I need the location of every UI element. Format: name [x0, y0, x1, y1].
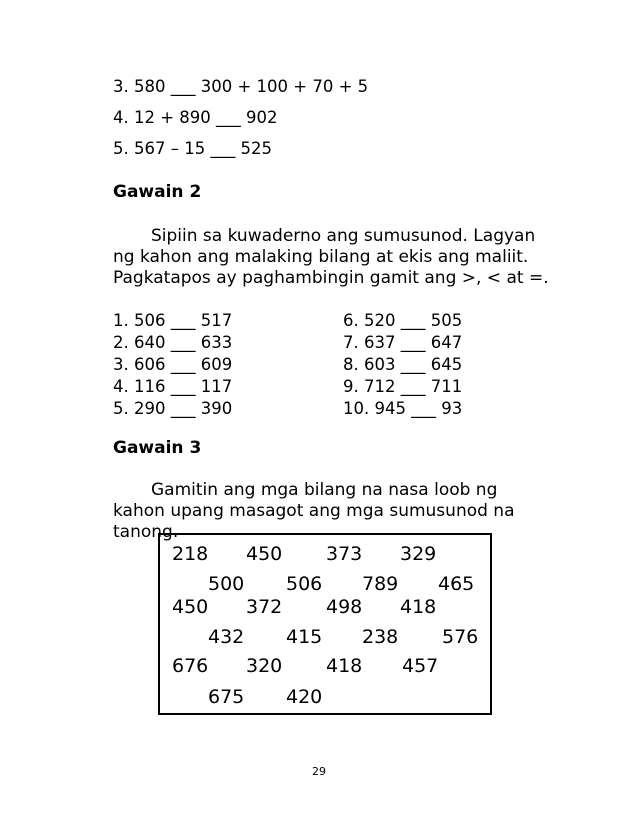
box-number: 675: [208, 686, 245, 708]
gawain-2-item-8: 8. 603 ___ 645: [343, 355, 463, 374]
gawain-2-item-1: 1. 506 ___ 517: [113, 311, 233, 330]
top-item-4: 4. 12 + 890 ___ 902: [113, 108, 278, 127]
box-number: 418: [326, 655, 363, 677]
box-number: 418: [400, 596, 437, 618]
box-number: 498: [326, 596, 363, 618]
box-number: 373: [326, 543, 363, 565]
gawain-2-title: Gawain 2: [113, 182, 202, 202]
gawain-2-item-5: 5. 290 ___ 390: [113, 399, 233, 418]
page-number: 29: [312, 765, 326, 778]
gawain-2-instruction-text: Sipiin sa kuwaderno ang sumusunod. Lagyan ng kahon ang malaking bilang at ekis ang maliit. Pagkatapos ay paghambingin gamit ang >, < at =.: [113, 226, 549, 288]
box-number: 238: [362, 626, 399, 648]
box-number: 500: [208, 573, 245, 595]
box-number: 218: [172, 543, 209, 565]
gawain-2-item-10: 10. 945 ___ 93: [343, 399, 463, 418]
box-number: 576: [442, 626, 479, 648]
box-number: 789: [362, 573, 399, 595]
box-number: 415: [286, 626, 323, 648]
gawain-2-item-6: 6. 520 ___ 505: [343, 311, 463, 330]
number-box: [158, 533, 492, 715]
gawain-2-instruction: [113, 226, 553, 289]
gawain-3-instruction-text: Gamitin ang mga bilang na nasa loob ng kahon upang masagot ang mga sumusunod na tanong.: [113, 480, 515, 542]
gawain-2-item-3: 3. 606 ___ 609: [113, 355, 233, 374]
gawain-2-item-7: 7. 637 ___ 647: [343, 333, 463, 352]
gawain-2-item-4: 4. 116 ___ 117: [113, 377, 233, 396]
top-item-3: 3. 580 ___ 300 + 100 + 70 + 5: [113, 77, 369, 96]
box-number: 329: [400, 543, 437, 565]
box-number: 450: [246, 543, 283, 565]
box-number: 320: [246, 655, 283, 677]
box-number: 450: [172, 596, 209, 618]
box-number: 372: [246, 596, 283, 618]
box-number: 432: [208, 626, 245, 648]
gawain-2-item-2: 2. 640 ___ 633: [113, 333, 233, 352]
gawain-2-item-9: 9. 712 ___ 711: [343, 377, 463, 396]
top-item-5: 5. 567 – 15 ___ 525: [113, 139, 272, 158]
gawain-3-title: Gawain 3: [113, 438, 202, 458]
box-number: 676: [172, 655, 209, 677]
box-number: 457: [402, 655, 439, 677]
box-number: 420: [286, 686, 323, 708]
box-number: 465: [438, 573, 475, 595]
box-number: 506: [286, 573, 323, 595]
